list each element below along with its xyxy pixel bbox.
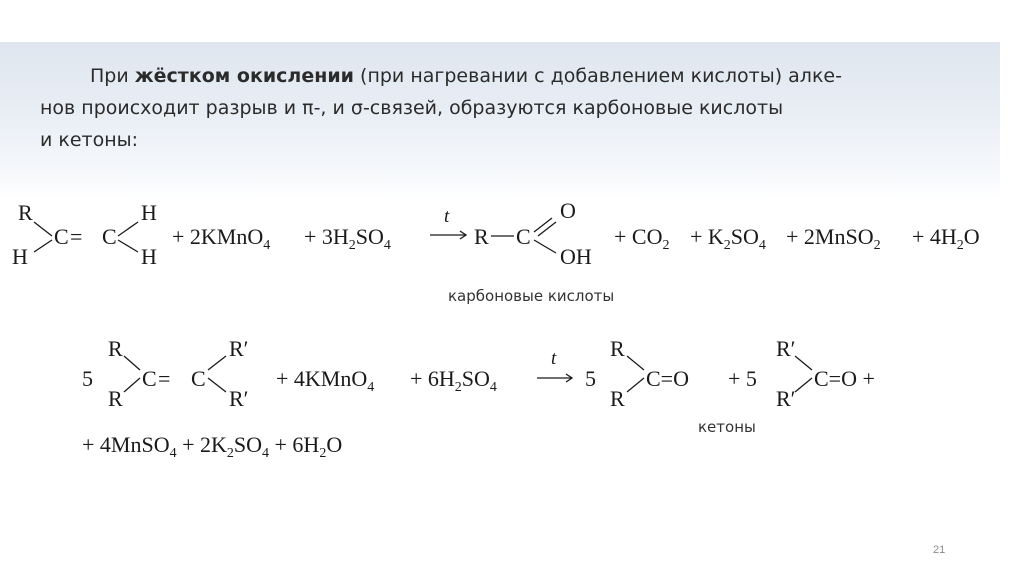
r1-condition: t	[444, 206, 450, 227]
bond-c2-htop	[118, 222, 138, 236]
bond-r-top	[124, 356, 140, 370]
r2-prod2-r-bottom: R′	[776, 386, 796, 411]
r1-h2so4: + $3H_2SO_4$	[304, 224, 391, 253]
bond-k2-top	[795, 356, 812, 370]
r1-k2so4: + $K_2SO_4$	[690, 224, 766, 253]
r2-prod2-co: C=O +	[814, 366, 875, 391]
r2-h2so4: + $6H_2SO_4$	[410, 366, 497, 395]
bond-rp-top	[208, 356, 226, 370]
r2-prod1-coef: 5	[585, 366, 596, 391]
r1-c1: C	[54, 224, 69, 249]
r1-h-bottom: H	[141, 244, 157, 269]
r2-condition: t	[551, 348, 557, 369]
paragraph-line-3: и кетоны:	[40, 129, 139, 151]
r2-rp-bottom: R′	[229, 386, 249, 411]
r1-mnso2: + 2MnSO$_2$	[786, 224, 881, 253]
paragraph-line-1: При жёстком окислении (при нагревании с добавлением кислоты) алке-	[90, 65, 842, 87]
bond-h-c1	[34, 240, 52, 252]
caption-carboxylic-acids: карбоновые кислоты	[448, 287, 615, 305]
caption-ketones: кетоны	[698, 418, 756, 436]
bond-rp-bottom	[208, 378, 226, 392]
r2-prod1-r-bottom: R	[610, 386, 625, 411]
r1-product-r: R	[474, 224, 489, 249]
r1-product-c: C	[516, 224, 531, 249]
bond-c-o-a	[534, 218, 552, 232]
r2-rp-top: R′	[229, 336, 249, 361]
r2-c2: C	[191, 366, 206, 391]
bond-r-bottom	[124, 378, 140, 392]
bond-k2-bottom	[795, 378, 812, 392]
r2-kmno4: + 4KMnO$_4$	[276, 366, 375, 395]
bold-term: жёстком окислении	[134, 65, 354, 87]
r1-kmno4: + 2KMnO$_4$	[172, 224, 271, 253]
bond-k1-top	[627, 356, 644, 370]
r1-product-oh: OH	[560, 244, 592, 269]
r2-prod2-r-top: R′	[776, 336, 796, 361]
r2-r-top: R	[108, 336, 123, 361]
bond-k1-bottom	[627, 378, 644, 392]
r1-double-bond: =	[70, 224, 83, 249]
r1-product-o: O	[560, 198, 576, 223]
r1-co2: + $CO_2$	[614, 224, 670, 253]
r2-r-bottom: R	[108, 386, 123, 411]
r2-coef: 5	[82, 366, 93, 391]
r2-c1: C	[142, 366, 157, 391]
r1-h-top: H	[141, 200, 157, 225]
r2-prod1-co: C=O	[646, 366, 689, 391]
r2-prod1-r-top: R	[610, 336, 625, 361]
r1-r: R	[18, 200, 33, 225]
r1-h-left: H	[12, 244, 28, 269]
r1-h2o: + $4H_2O$	[912, 224, 980, 253]
r2-second-line: + 4MnSO$_4$ + $2K_2SO_4 + 6H_2O$	[82, 432, 343, 461]
bond-c-oh	[534, 240, 556, 253]
r2-double-bond: =	[158, 366, 171, 391]
paragraph-line-2: нов происходит разрыв и π-, и σ-связей, образуются карбоновые кислоты	[40, 97, 784, 119]
bond-c-o-b	[538, 222, 556, 236]
bond-c2-hbottom	[118, 240, 138, 252]
r2-prod2-coef: + 5	[728, 366, 757, 391]
bond-r-c1	[34, 222, 52, 236]
page-number: 21	[933, 544, 946, 556]
r1-c2: C	[102, 224, 117, 249]
